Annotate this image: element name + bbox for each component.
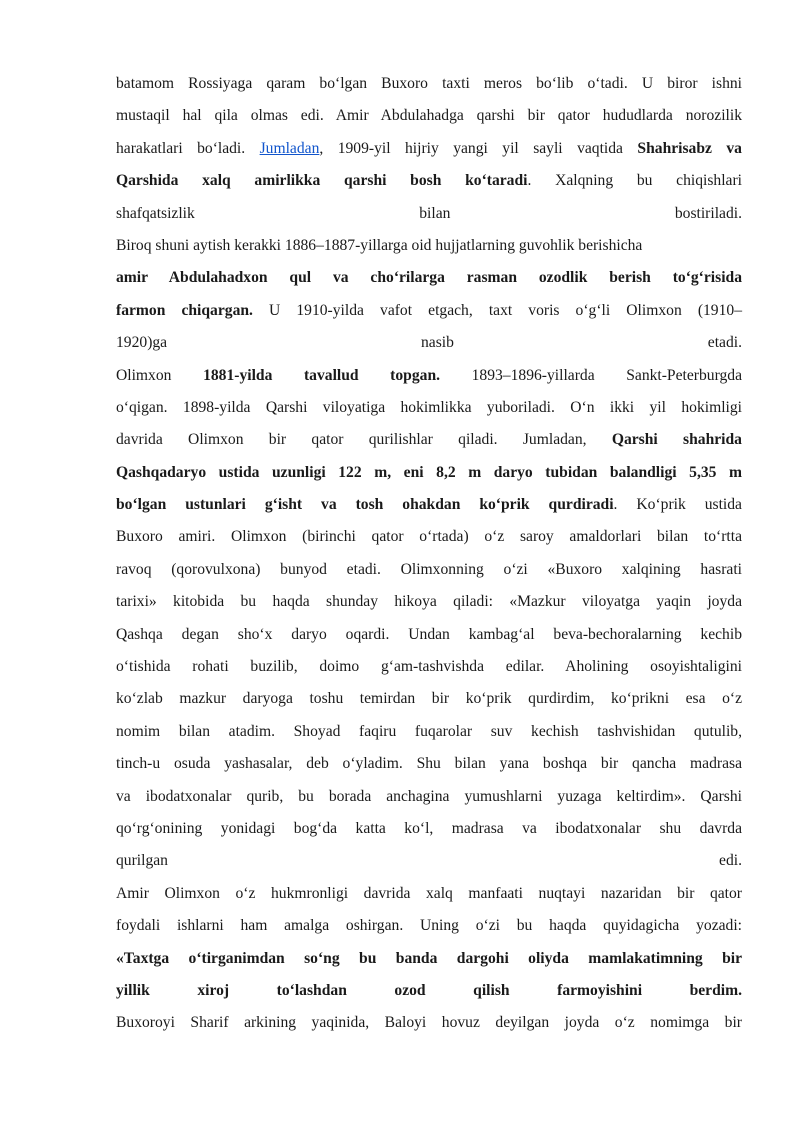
text-line (116, 781, 742, 813)
text-span: U 1910-yilda vafot etgach, taxt voris oʻgʻli Olimxon (1910– (252, 301, 742, 319)
text-span: va ibodatxonalar qurib, bu borada anchagina yumushlarni yuzaga keltirdim». Qarshi (116, 787, 742, 805)
text-line (116, 230, 742, 262)
text-line (116, 586, 742, 618)
text-line (116, 619, 742, 651)
text-span: batamom Rossiyaga qaram boʻlgan Buxoro taxti meros boʻlib oʻtadi. U biror ishni (116, 75, 742, 92)
bold-text: amir Abdulahadxon qul va choʻrilarga rasman ozodlik berish toʻgʻrisida (116, 269, 742, 287)
bold-text: Qashqadaryo ustida uzunligi 122 m, eni 8,2 m daryo tubidan balandligi 5,35 m (116, 463, 742, 481)
jumladan-link[interactable]: Jumladan (259, 139, 320, 157)
text-line (116, 683, 742, 715)
text-span: tinch-u osuda yashasalar, deb oʻyladim. Shu bilan yana boshqa bir qancha madrasa (116, 755, 742, 773)
text-span: shafqatsizlik bilan bostiriladi. (116, 204, 742, 222)
text-span: Biroq shuni aytish kerakki 1886–1887-yillarga oid hujjatlarning guvohlik berishicha (116, 236, 643, 254)
text-line (116, 716, 742, 748)
text-span: . Xalqning bu chiqishlari (527, 172, 742, 190)
bold-text: Qarshi shahrida (611, 431, 742, 449)
text-line (116, 68, 742, 100)
bold-text: farmon chiqargan. (116, 301, 253, 319)
text-span: 1893–1896-yillarda Sankt-Peterburgda (440, 366, 742, 384)
text-span: Buxoro amiri. Olimxon (birinchi qator oʻrtada) oʻz saroy amaldorlari bilan toʻrtta (116, 528, 742, 546)
text-span: Buxoroyi Sharif arkining yaqinida, Baloyi hovuz deyilgan joyda oʻz nomimga bir (116, 1014, 742, 1032)
text-span: oʻqigan. 1898-yilda Qarshi viloyatiga hokimlikka yuboriladi. Oʻn ikki yil hokimligi (116, 398, 742, 416)
text-line (116, 878, 742, 910)
bold-text: 1881-yilda tavallud topgan. (203, 366, 441, 384)
text-line (116, 327, 742, 359)
text-line (116, 489, 742, 521)
text-line (116, 1007, 742, 1039)
text-line (116, 100, 742, 132)
document-page (116, 68, 742, 1040)
text-line (116, 554, 742, 586)
text-line (116, 910, 742, 942)
text-line (116, 392, 742, 424)
text-span: Amir Olimxon oʻz hukmronligi davrida xalq manfaati nuqtayi nazaridan bir qator (116, 884, 742, 902)
bold-text: boʻlgan ustunlari gʻisht va tosh ohakdan koʻprik qurdiradi (116, 496, 614, 514)
text-line (116, 943, 742, 975)
text-span: koʻzlab mazkur daryoga toshu temirdan bir koʻprik qurdirdim, koʻprikni esa oʻz (116, 690, 742, 708)
bold-text: «Taxtga oʻtirganimdan soʻng bu banda dargohi oliyda mamlakatimning bir (116, 949, 742, 967)
text-span: qurilgan edi. (116, 852, 742, 870)
text-span: davrida Olimxon bir qator qurilishlar qiladi. Jumladan, (116, 431, 612, 449)
text-line (116, 165, 742, 197)
text-span: Olimxon (116, 366, 204, 384)
text-span: oʻtishida rohati buzilib, doimo gʻam-tashvishda edilar. Aholining osoyishtaligini (116, 658, 742, 676)
text-line (116, 813, 742, 845)
text-span: mustaqil hal qila olmas edi. Amir Abdulahadga qarshi bir qator hududlarda norozilik (116, 107, 742, 125)
text-span: tarixi» kitobida bu haqda shunday hikoya qiladi: «Mazkur viloyatga yaqin joyda (116, 593, 742, 611)
text-span: qoʻrgʻonining yonidagi bogʻda katta koʻl, madrasa va ibodatxonalar shu davrda (116, 819, 742, 837)
text-span: harakatlari boʻladi. (116, 139, 260, 157)
text-span: , 1909-yil hijriy yangi yil sayli vaqtida (319, 139, 638, 157)
text-span: . Koʻprik ustida (613, 496, 742, 514)
text-line (116, 975, 742, 1007)
text-line (116, 295, 742, 327)
text-line (116, 262, 742, 294)
text-line (116, 360, 742, 392)
text-span: Qashqa degan shoʻx daryo oqardi. Undan kambagʻal beva-bechoralarning kechib (116, 625, 742, 643)
bold-text: Qarshida xalq amirlikka qarshi bosh koʻtaradi (116, 172, 528, 190)
text-line (116, 198, 742, 230)
text-line (116, 521, 742, 553)
text-span: 1920)ga nasib etadi. (116, 334, 742, 352)
text-span: ravoq (qorovulxona) bunyod etadi. Olimxonning oʻzi «Buxoro xalqining hasrati (116, 560, 742, 578)
text-line (116, 748, 742, 780)
text-line (116, 457, 742, 489)
text-line (116, 845, 742, 877)
text-line (116, 424, 742, 456)
bold-text: yillik xiroj toʻlashdan ozod qilish farmoyishini berdim. (116, 981, 742, 999)
bold-text: Shahrisabz va (637, 139, 742, 157)
text-line (116, 133, 742, 165)
text-line (116, 651, 742, 683)
text-span: foydali ishlarni ham amalga oshirgan. Uning oʻzi bu haqda quyidagicha yozadi: (116, 917, 742, 935)
text-span: nomim bilan atadim. Shoyad faqiru fuqarolar suv kechish tashvishidan qutulib, (116, 722, 742, 740)
